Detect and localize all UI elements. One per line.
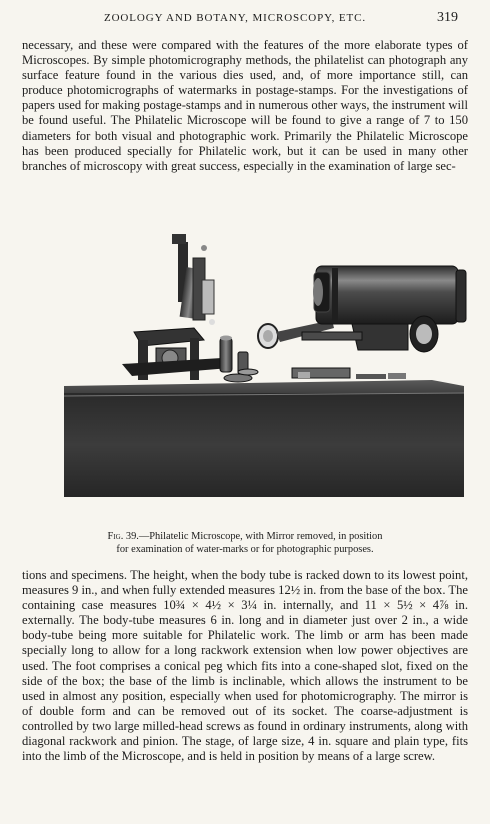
case-front [64,393,464,497]
running-title: ZOOLOGY AND BOTANY, MICROSCOPY, ETC. [103,12,367,24]
caption-line-1 [40,530,450,543]
microscope-figure [62,228,468,498]
running-header [0,12,490,32]
philatelic-microscope-illustration [62,228,468,498]
page-number: 319 [437,10,458,25]
paragraph-1: necessary, and these were compared with the features of the more elaborate types of Microscopes. By simple photomicrography methods, the philatelist can photograph any surface feature found in the various dies used, and, of more importance still, can produce photomicrographs of watermarks in postage-stamps. For the investigations of papers used for making postage-stamps and in numerous other ways, the instrument will be found useful. The Philatelic Microscope will be found to give a range of 7 to 150 diameters for both visual and photographic work. Primarily the Philatelic Microscope has been produced specially for Philatelic work, but it can be used in many other branches of microscopy with great success, especially in the examination of large sec- [22,38,468,173]
paragraph-2: tions and specimens. The height, when the body tube is racked down to its lowest point, measures 9 in., and when fully extended measures 12½ in. from the base of the box. The containing case measures 10¾ × 4½ × 3¼ in. internally, and 11 × 5½ × 4⅞ in. externally. The body-tube measures 6 in. long and in diameter just over 2 in., a wide body-tube being more suitable for Philatelic work. The limb or arm has been made specially long to allow for a long rackwork extension when low power objectives are used. The foot comprises a conical peg which fits into a cone-shaped slot, fixed on the side of the box; the base of the limb is inclinable, which allows the instrument to be used in almost any position, especially when used for photomicrography. The mirror is of double form and can be removed out of its socket. The coarse-adjustment is controlled by two large milled-head screws as found in ordinary instruments, along with diagonal rackwork and pinion. The stage, of large size, 4 in. square and plain type, fits into the limb of the Microscope, and is held in position by means of a large screw. [22,568,468,764]
figure-caption [40,530,450,556]
figure-label: Fig. 39. [107,531,139,542]
caption-text-1: —Philatelic Microscope, with Mirror removed, in position [138,531,383,542]
caption-line-2: for examination of water-marks or for photographic purposes. [116,544,374,555]
